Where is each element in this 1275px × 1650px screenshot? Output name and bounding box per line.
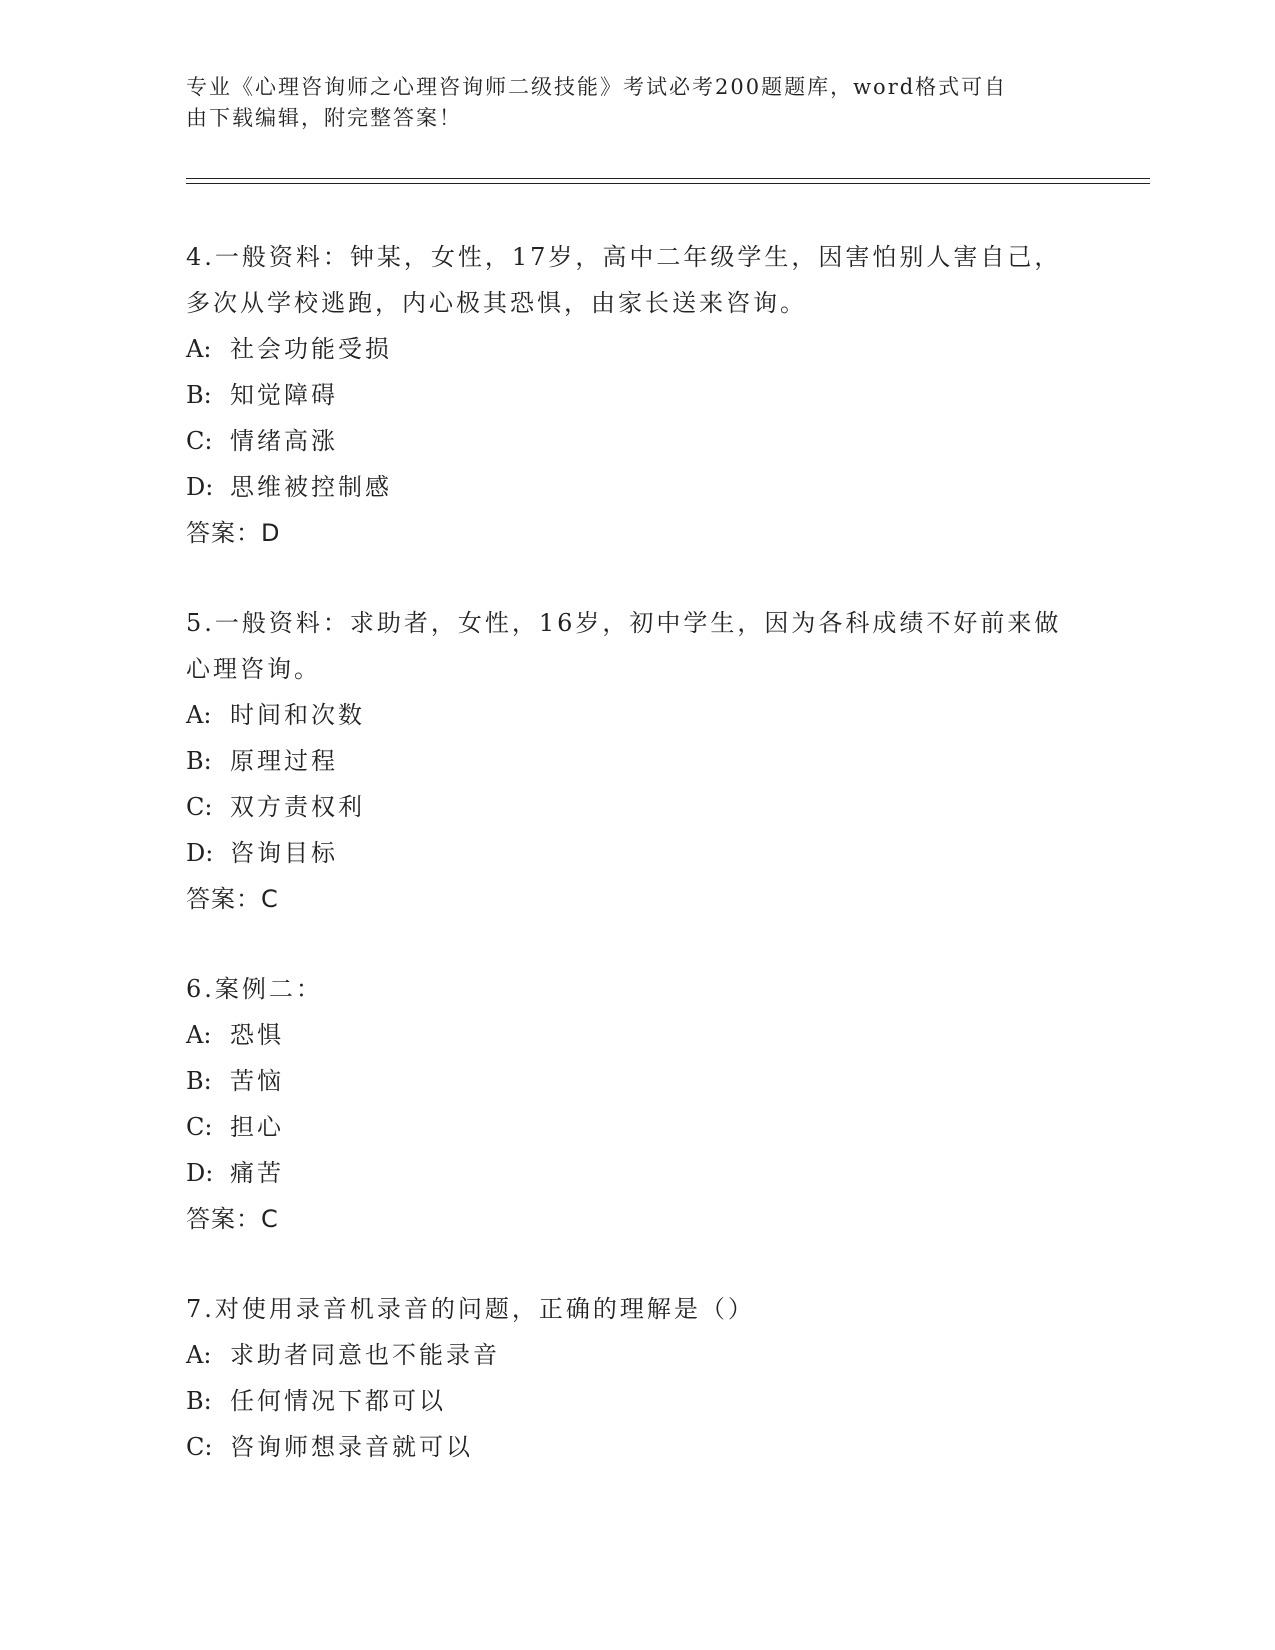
header-line-2: 由下载编辑，附完整答案！ <box>186 106 462 130</box>
option-key: B: <box>186 1067 212 1095</box>
option-key: A: <box>186 1341 212 1369</box>
option-key: A: <box>186 701 212 729</box>
option-key: C: <box>186 1113 213 1141</box>
option-b <box>186 738 1066 784</box>
document-header <box>186 72 1066 134</box>
question-stem: 4.一般资料：钟某，女性，17岁，高中二年级学生，因害怕别人害自己，多次从学校逃跑，内心极其恐惧，由家长送来咨询。 <box>186 243 1062 317</box>
question-item <box>186 600 1066 922</box>
question-item <box>186 234 1066 556</box>
option-c <box>186 418 1066 464</box>
answer-line: 答案：C <box>186 1205 279 1233</box>
question-item <box>186 1286 1066 1470</box>
option-text: 咨询目标 <box>230 839 338 867</box>
option-b <box>186 1378 1066 1424</box>
option-key: C: <box>186 1433 213 1461</box>
header-line-1: 专业《心理咨询师之心理咨询师二级技能》考试必考200题题库，word格式可自 <box>186 75 1008 99</box>
option-text: 痛苦 <box>230 1159 284 1187</box>
option-key: C: <box>186 427 213 455</box>
option-a <box>186 1332 1066 1378</box>
option-key: A: <box>186 1021 212 1049</box>
option-key: D: <box>186 839 214 867</box>
answer-line: 答案：D <box>186 519 281 547</box>
option-c <box>186 784 1066 830</box>
option-key: D: <box>186 473 214 501</box>
option-a <box>186 326 1066 372</box>
option-key: B: <box>186 747 212 775</box>
option-text: 恐惧 <box>230 1021 284 1049</box>
option-text: 苦恼 <box>230 1067 284 1095</box>
option-text: 担心 <box>230 1113 284 1141</box>
option-c <box>186 1424 1066 1470</box>
option-b <box>186 1058 1066 1104</box>
question-item <box>186 966 1066 1242</box>
option-text: 任何情况下都可以 <box>230 1387 446 1415</box>
option-text: 思维被控制感 <box>230 473 392 501</box>
option-text: 原理过程 <box>230 747 338 775</box>
option-key: B: <box>186 1387 212 1415</box>
option-text: 双方责权利 <box>230 793 365 821</box>
option-text: 求助者同意也不能录音 <box>230 1341 500 1369</box>
header-divider-top <box>186 178 1150 179</box>
question-stem: 6.案例二： <box>186 975 323 1003</box>
option-key: B: <box>186 381 212 409</box>
option-a <box>186 1012 1066 1058</box>
option-a <box>186 692 1066 738</box>
option-text: 知觉障碍 <box>230 381 338 409</box>
option-key: C: <box>186 793 213 821</box>
option-text: 社会功能受损 <box>230 335 392 363</box>
option-text: 时间和次数 <box>230 701 365 729</box>
option-b <box>186 372 1066 418</box>
option-d <box>186 464 1066 510</box>
option-key: D: <box>186 1159 214 1187</box>
option-key: A: <box>186 335 212 363</box>
option-d <box>186 1150 1066 1196</box>
question-stem: 7.对使用录音机录音的问题，正确的理解是（） <box>186 1295 755 1323</box>
option-text: 咨询师想录音就可以 <box>230 1433 473 1461</box>
header-divider-bottom <box>186 183 1150 184</box>
option-d <box>186 830 1066 876</box>
answer-line: 答案：C <box>186 885 279 913</box>
question-list <box>186 234 1066 1514</box>
option-text: 情绪高涨 <box>230 427 338 455</box>
option-c <box>186 1104 1066 1150</box>
question-stem: 5.一般资料：求助者，女性，16岁，初中学生，因为各科成绩不好前来做心理咨询。 <box>186 609 1062 683</box>
